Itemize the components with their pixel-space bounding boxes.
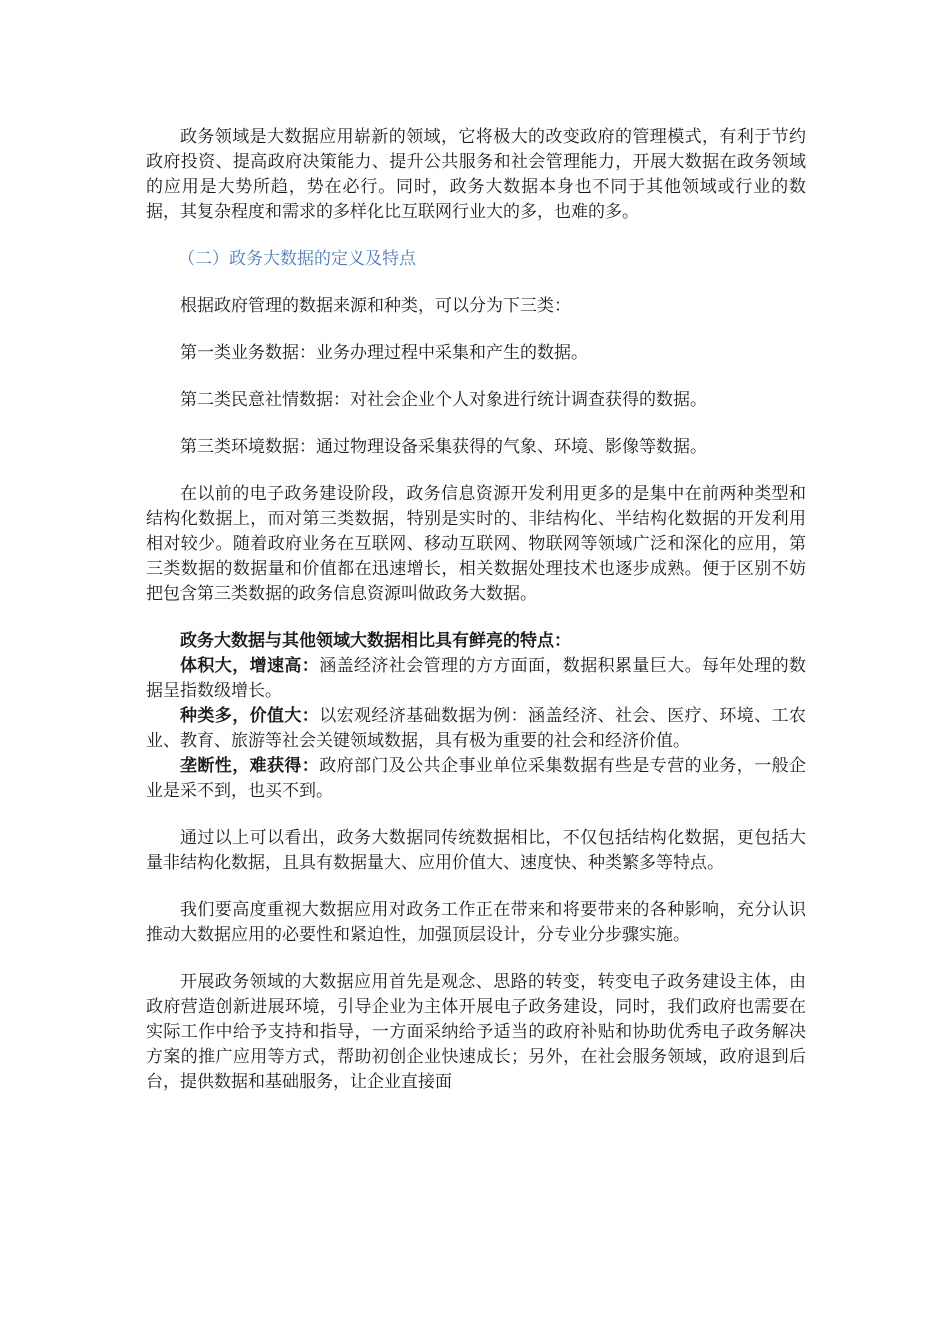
feature-text: 涵盖经济社会管理的方方面面，数据积累量巨大。每年处理的数据呈指数级增长。 xyxy=(146,656,807,701)
transition-paragraph: 开展政务领域的大数据应用首先是观念、思路的转变，转变电子政务建设主体，由政府营造创新进展环境，引导企业为主体开展电子政务建设，同时，我们政府也需要在实际工作中给予支持和指导，一方面采纳给予适当的政府补贴和协助优秀电子政务解决方案的推广应用等方式，帮助初创企业快速成长；另外，在社会服务领域，政府退到后台，提供数据和基础服务，让企业直接面 xyxy=(146,972,806,1092)
intro-paragraph: 政务领域是大数据应用崭新的领域，它将极大的改变政府的管理模式，有利于节约政府投资、提高政府决策能力、提升公共服务和社会管理能力，开展大数据在政务领域的应用是大势所趋，势在必行。同时，政务大数据本身也不同于其他领域或行业的数据，其复杂程度和需求的多样化比互联网行业大的多，也难的多。 xyxy=(146,127,806,222)
document-page xyxy=(146,125,806,1095)
feature-item xyxy=(146,754,806,804)
classify-paragraph: 根据政府管理的数据来源和种类，可以分为下三类： xyxy=(180,296,571,316)
feature-text: 以宏观经济基础数据为例：涵盖经济、社会、医疗、环境、工农业、教育、旅游等社会关键领域数据，具有极为重要的社会和经济价值。 xyxy=(146,706,807,751)
feature-item xyxy=(146,704,806,754)
feature-item xyxy=(146,654,806,704)
feature-term: 种类多，价值大： xyxy=(180,706,320,726)
feature-text: 政府部门及公共企事业单位采集数据有些是专营的业务，一般企业是采不到，也买不到。 xyxy=(146,756,807,801)
feature-term: 垄断性，难获得： xyxy=(180,756,320,776)
history-paragraph: 在以前的电子政务建设阶段，政务信息资源开发利用更多的是集中在前两种类型和结构化数据上，而对第三类数据，特别是实时的、非结构化、半结构化数据的开发利用相对较少。随着政府业务在互联网、移动互联网、物联网等领域广泛和深化的应用，第三类数据的数据量和价值都在迅速增长，相关数据处理技术也逐步成熟。便于区别不妨把包含第三类数据的政务信息资源叫做政务大数据。 xyxy=(146,484,806,604)
type3-paragraph: 第三类环境数据：通过物理设备采集获得的气象、环境、影像等数据。 xyxy=(180,437,707,457)
type1-paragraph: 第一类业务数据：业务办理过程中采集和产生的数据。 xyxy=(180,343,588,363)
type2-paragraph: 第二类民意社情数据：对社会企业个人对象进行统计调查获得的数据。 xyxy=(180,390,707,410)
feature-term: 体积大，增速高： xyxy=(180,656,320,676)
section-heading: （二）政务大数据的定义及特点 xyxy=(178,249,416,269)
importance-paragraph: 我们要高度重视大数据应用对政务工作正在带来和将要带来的各种影响，充分认识推动大数据应用的必要性和紧迫性，加强顶层设计，分专业分步骤实施。 xyxy=(146,900,806,945)
features-block xyxy=(146,629,806,804)
summary-paragraph: 通过以上可以看出，政务大数据同传统数据相比，不仅包括结构化数据，更包括大量非结构化数据，且具有数据量大、应用价值大、速度快、种类繁多等特点。 xyxy=(146,828,806,873)
features-title: 政务大数据与其他领域大数据相比具有鲜亮的特点： xyxy=(180,631,571,651)
